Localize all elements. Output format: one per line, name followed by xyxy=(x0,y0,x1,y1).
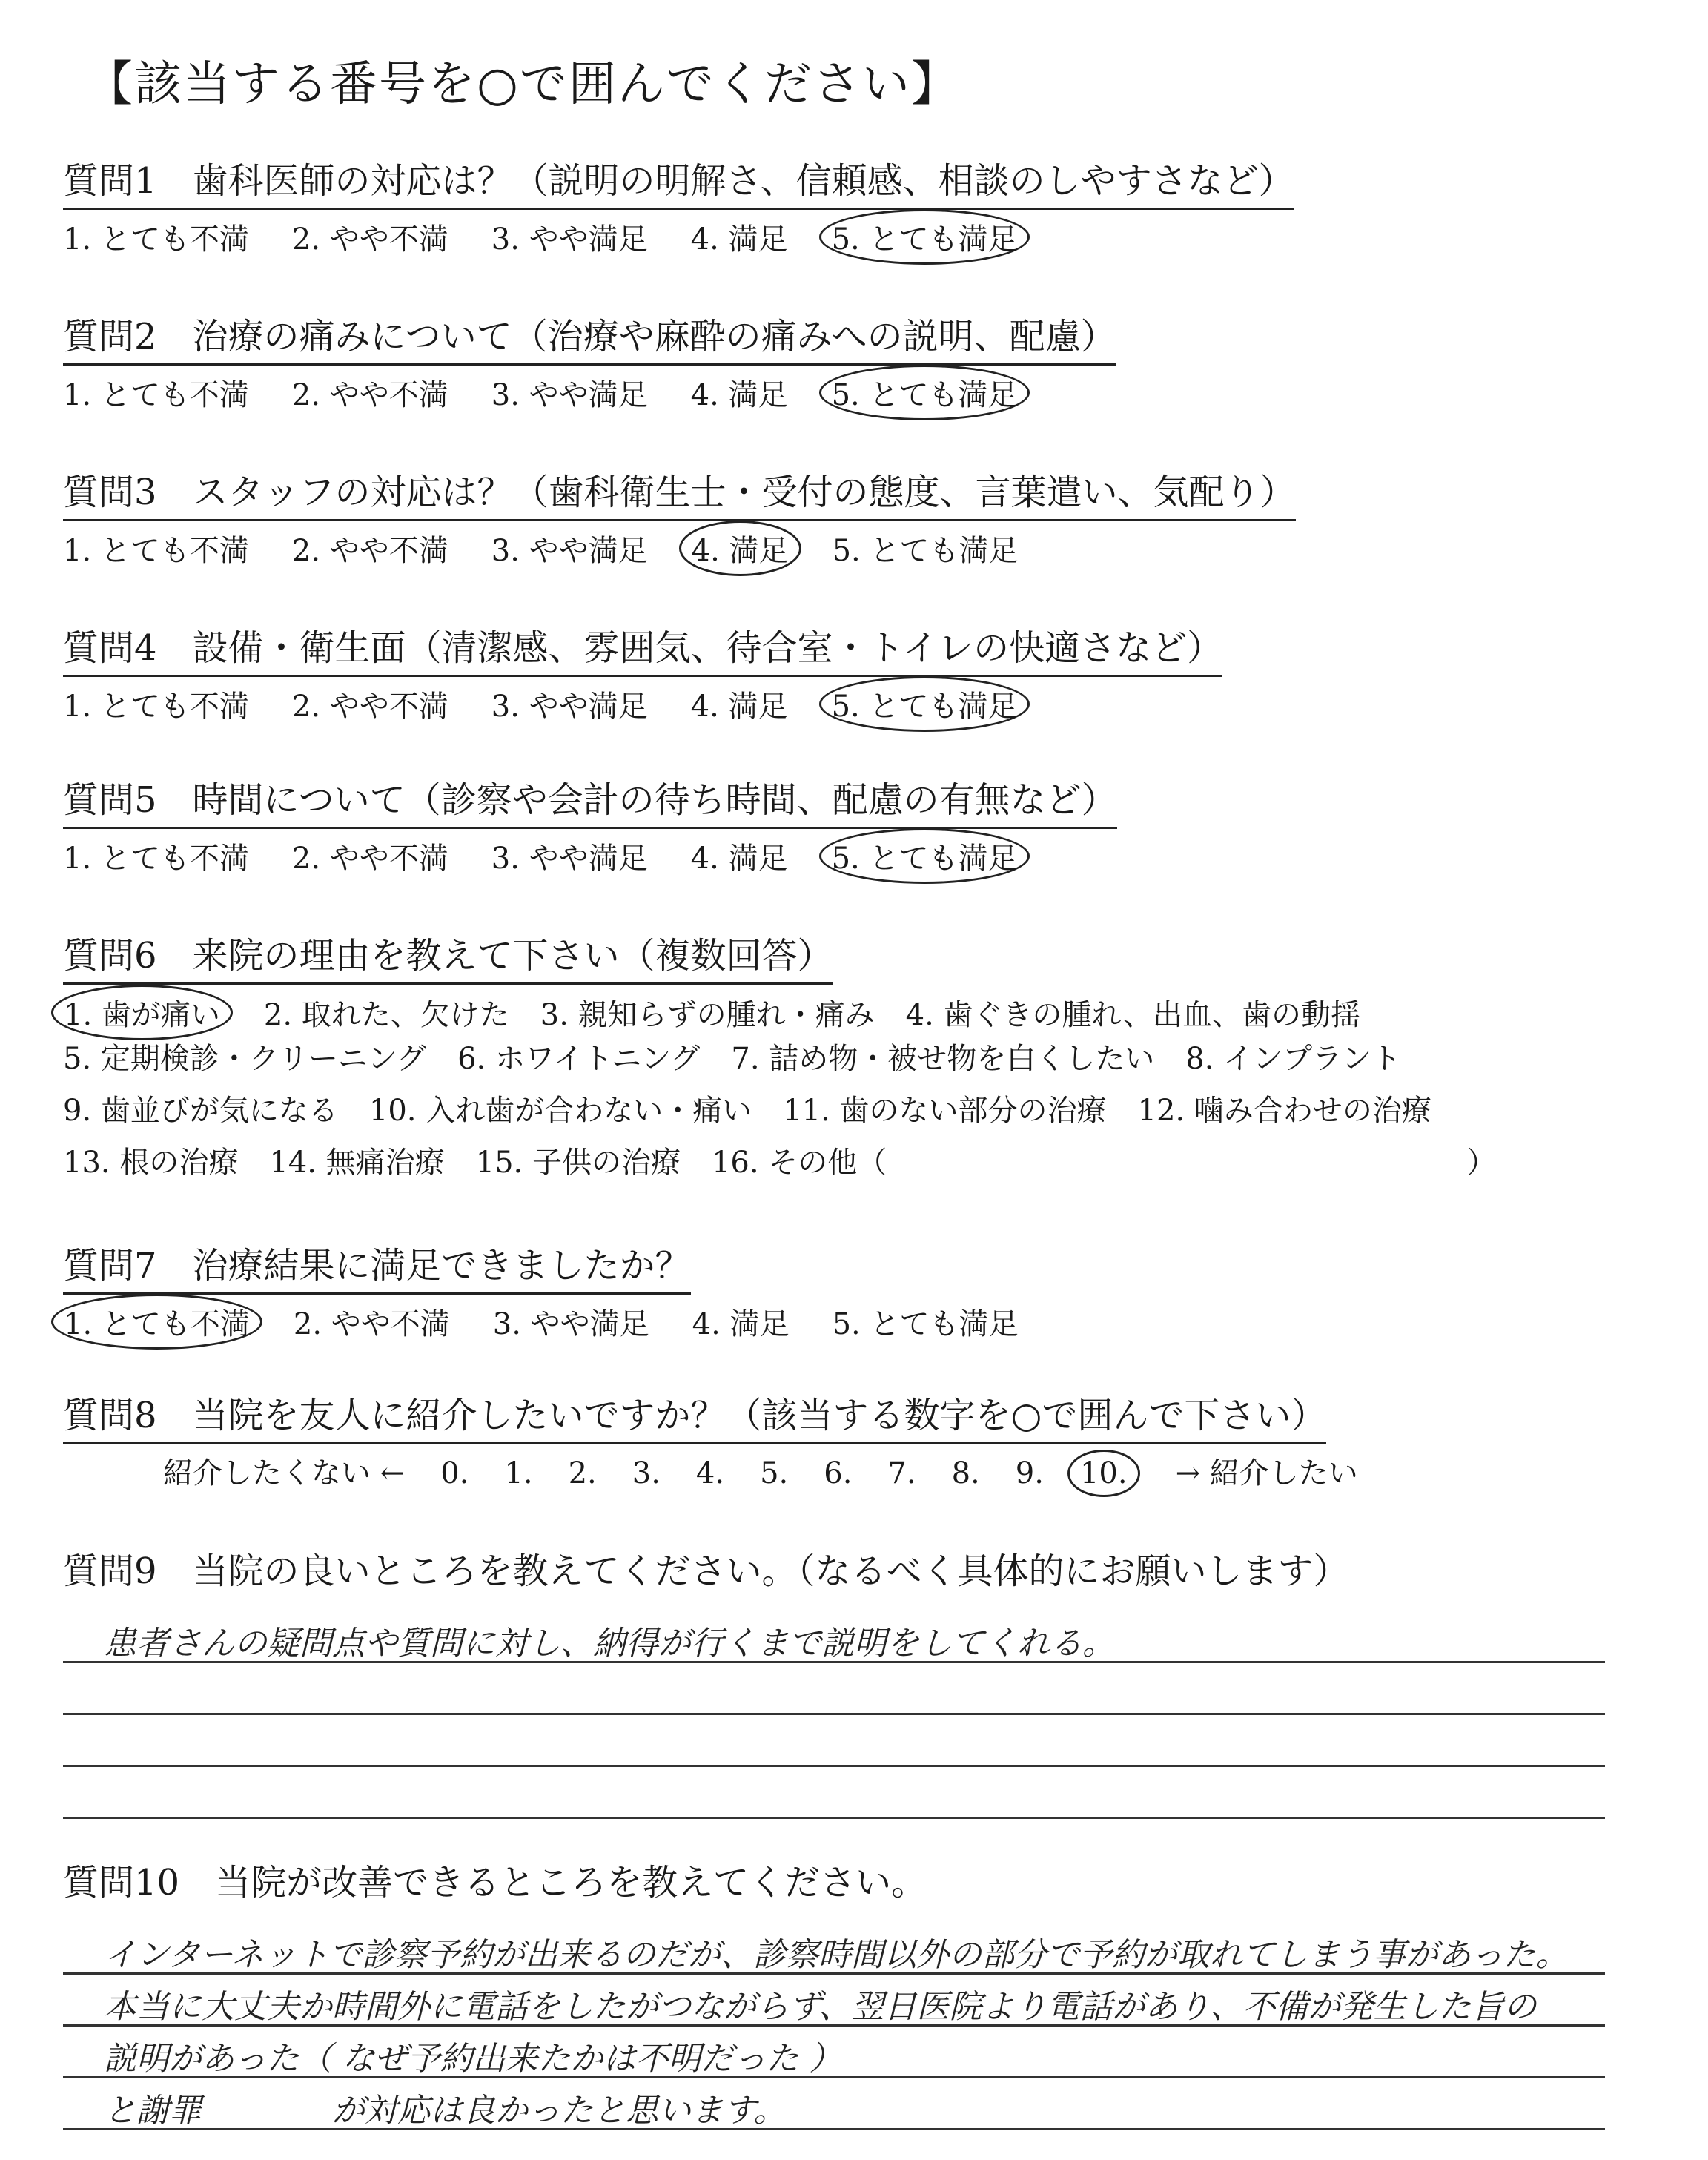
q6-option[interactable]: ） xyxy=(1466,1146,1497,1180)
q6-option[interactable]: 5. 定期検診・クリーニング xyxy=(63,1042,427,1076)
q7-option-4[interactable]: 4. 満足 xyxy=(692,1307,790,1341)
q6-option[interactable]: 2. 取れた、欠けた xyxy=(263,998,509,1032)
q8-score-option[interactable]: 4. xyxy=(695,1456,725,1490)
q2-options xyxy=(63,365,1061,420)
q2-option-2[interactable]: 2. やや不満 xyxy=(291,378,448,412)
q8-score-option[interactable]: 7. xyxy=(887,1456,916,1490)
page-title: 【該当する番号を○で囲んでください】 xyxy=(85,57,960,112)
q4-option-2[interactable]: 2. やや不満 xyxy=(291,690,448,724)
q6-option[interactable]: 11. 歯のない部分の治療 xyxy=(783,1094,1107,1128)
q4-option-1[interactable]: 1. とても不満 xyxy=(63,690,249,724)
q3-label: 質問3 スタッフの対応は？（歯科衛生士・受付の態度、言葉遣い、気配り） xyxy=(63,463,1296,521)
q1-option-3[interactable]: 3. やや満足 xyxy=(491,222,648,257)
q3-option-5[interactable]: 5. とても満足 xyxy=(832,534,1019,568)
q4-label: 質問4 設備・衛生面（清潔感、雰囲気、待合室・トイレの快適さなど） xyxy=(63,619,1222,677)
q5-option-4[interactable]: 4. 満足 xyxy=(690,842,788,876)
q6-option[interactable]: 12. 噛み合わせの治療 xyxy=(1137,1094,1431,1128)
q10-answer-line[interactable]: インターネットで診察予約が出来るのだが、診察時間以外の部分で予約が取れてしまう事があった。 xyxy=(104,1936,1569,1974)
q3-option-4[interactable]: 4. 満足 xyxy=(679,521,801,576)
q5-option-5[interactable]: 5. とても満足 xyxy=(819,828,1030,884)
q7-option-1[interactable]: 1. とても不満 xyxy=(51,1294,262,1350)
q6-option[interactable]: 13. 根の治療 xyxy=(63,1146,239,1180)
q6-option[interactable]: 10. 入れ歯が合わない・痛い xyxy=(368,1094,752,1128)
q6-label: 質問6 来院の理由を教えて下さい（複数回答） xyxy=(63,927,833,985)
q9-answer-line[interactable]: 患者さんの疑問点や質問に対し、納得が行くまで説明をしてくれる。 xyxy=(104,1625,1115,1662)
q6-row xyxy=(63,985,1391,1040)
q7-options xyxy=(63,1294,1061,1350)
q3-option-2[interactable]: 2. やや不満 xyxy=(291,534,448,568)
q10-answer-line[interactable]: 本当に大丈夫か時間外に電話をしたがつながらず、翌日医院より電話があり、不備が発生した旨の xyxy=(104,1988,1537,2026)
q8-score-option[interactable]: 9. xyxy=(1015,1456,1044,1490)
q6-row xyxy=(63,1035,1432,1077)
q6-option[interactable]: 4. 歯ぐきの腫れ、出血、歯の動揺 xyxy=(905,998,1360,1032)
q9-rule xyxy=(63,1765,1605,1767)
q6-option[interactable]: 15. 子供の治療 xyxy=(475,1146,681,1180)
q5-option-3[interactable]: 3. やや満足 xyxy=(491,842,648,876)
q6-option[interactable]: 9. 歯並びが気になる xyxy=(63,1094,338,1128)
q7-option-2[interactable]: 2. やや不満 xyxy=(293,1307,450,1341)
q8-scale xyxy=(163,1450,1394,1497)
q4-option-4[interactable]: 4. 満足 xyxy=(690,690,788,724)
q8-score-option[interactable]: 0. xyxy=(440,1456,469,1490)
q2-option-4[interactable]: 4. 満足 xyxy=(690,378,788,412)
q1-option-1[interactable]: 1. とても不満 xyxy=(63,222,249,257)
q4-option-3[interactable]: 3. やや満足 xyxy=(491,690,648,724)
q3-options xyxy=(63,521,1061,576)
q4-option-5[interactable]: 5. とても満足 xyxy=(819,676,1030,732)
q3-option-1[interactable]: 1. とても不満 xyxy=(63,534,249,568)
q6-option[interactable]: 3. 親知らずの腫れ・痛み xyxy=(540,998,875,1032)
q7-option-5[interactable]: 5. とても満足 xyxy=(832,1307,1019,1341)
q6-row xyxy=(63,1087,1463,1129)
q9-label: 質問9 当院の良いところを教えてください。（なるべく具体的にお願いします） xyxy=(63,1550,1349,1592)
q5-option-2[interactable]: 2. やや不満 xyxy=(291,842,448,876)
q8-score-option[interactable]: 10. xyxy=(1068,1450,1140,1497)
q8-label: 質問8 当院を友人に紹介したいですか？（該当する数字を○で囲んで下さい） xyxy=(63,1387,1326,1444)
q2-option-5[interactable]: 5. とても満足 xyxy=(819,365,1030,420)
q7-label: 質問7 治療結果に満足できましたか？ xyxy=(63,1237,691,1295)
q8-score-option[interactable]: 2. xyxy=(568,1456,597,1490)
q7-option-3[interactable]: 3. やや満足 xyxy=(492,1307,649,1341)
q8-left-label: 紹介したくない ← xyxy=(163,1456,406,1490)
q5-label: 質問5 時間について（診察や会計の待ち時間、配慮の有無など） xyxy=(63,771,1117,829)
q10-label: 質問10 当院が改善できるところを教えてください。 xyxy=(63,1862,927,1903)
q1-options xyxy=(63,209,1061,265)
q6-option[interactable]: 7. 詰め物・被せ物を白くしたい xyxy=(731,1042,1155,1076)
q6-option[interactable]: 8. インプラント xyxy=(1185,1042,1402,1076)
q5-options xyxy=(63,828,1061,884)
q6-row xyxy=(63,1139,1527,1181)
q1-option-4[interactable]: 4. 満足 xyxy=(690,222,788,257)
q9-rule xyxy=(63,1817,1605,1819)
q6-option[interactable]: 6. ホワイトニング xyxy=(457,1042,701,1076)
q2-label: 質問2 治療の痛みについて（治療や麻酔の痛みへの説明、配慮） xyxy=(63,308,1116,366)
q1-option-5[interactable]: 5. とても満足 xyxy=(819,209,1030,265)
q1-option-2[interactable]: 2. やや不満 xyxy=(291,222,448,257)
q10-answer-line[interactable]: 説明があった（ なぜ予約出来たかは不明だった ） xyxy=(104,2040,842,2078)
q9-rule xyxy=(63,1713,1605,1715)
q2-option-3[interactable]: 3. やや満足 xyxy=(491,378,648,412)
q8-score-option[interactable]: 5. xyxy=(760,1456,789,1490)
q8-right-label: → 紹介したい xyxy=(1175,1456,1358,1490)
q2-option-1[interactable]: 1. とても不満 xyxy=(63,378,249,412)
q5-option-1[interactable]: 1. とても不満 xyxy=(63,842,249,876)
q8-score-option[interactable]: 1. xyxy=(504,1456,533,1490)
q6-option[interactable]: 16. その他（ xyxy=(711,1146,887,1180)
q8-score-option[interactable]: 8. xyxy=(951,1456,980,1490)
q4-options xyxy=(63,676,1061,732)
q8-score-option[interactable]: 6. xyxy=(824,1456,853,1490)
q8-score-option[interactable]: 3. xyxy=(632,1456,661,1490)
q3-option-3[interactable]: 3. やや満足 xyxy=(491,534,648,568)
q6-option[interactable]: 1. 歯が痛い xyxy=(51,985,233,1040)
q10-answer-line[interactable]: と謝罪 が対応は良かったと思います。 xyxy=(104,2092,787,2130)
q1-label: 質問1 歯科医師の対応は？（説明の明解さ、信頼感、相談のしやすさなど） xyxy=(63,152,1294,210)
q6-option[interactable]: 14. 無痛治療 xyxy=(269,1146,445,1180)
